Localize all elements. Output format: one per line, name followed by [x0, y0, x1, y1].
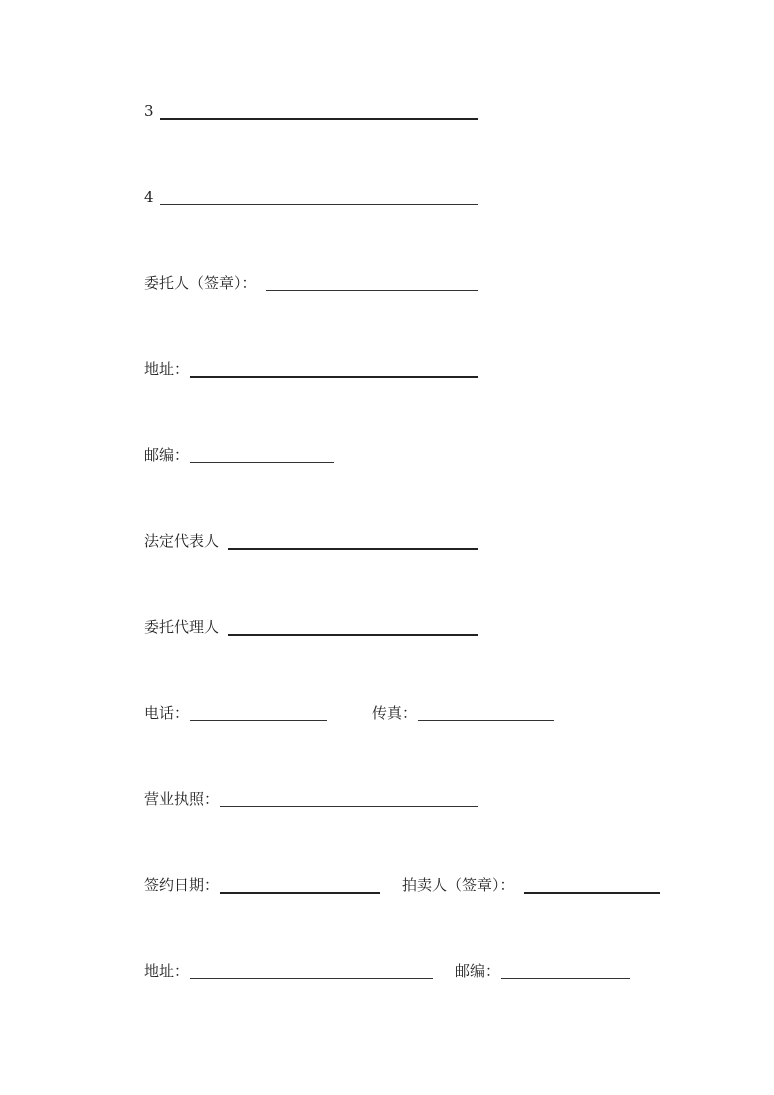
- row-address-1: [0, 359, 774, 379]
- license-field[interactable]: [220, 806, 478, 807]
- postcode-field[interactable]: [190, 462, 334, 463]
- item-4-label: 4: [144, 188, 154, 206]
- address-field[interactable]: [190, 376, 478, 378]
- row-date-auctioneer: [0, 875, 774, 895]
- license-label: 营业执照：: [144, 790, 220, 808]
- fax-field[interactable]: [418, 720, 554, 721]
- address-label: 地址：: [144, 360, 190, 378]
- row-license: [0, 789, 774, 809]
- item-3-field[interactable]: [160, 118, 478, 120]
- consignor-sign-field[interactable]: [266, 290, 478, 291]
- sign-date-label: 签约日期：: [144, 876, 220, 894]
- phone-label: 电话：: [144, 704, 190, 722]
- row-item-3: [0, 101, 774, 121]
- agent-label: 委托代理人: [144, 618, 220, 636]
- fax-label: 传真：: [372, 704, 418, 722]
- row-agent: [0, 617, 774, 637]
- phone-field[interactable]: [190, 720, 327, 721]
- postcode-2-field[interactable]: [501, 978, 630, 979]
- agent-field[interactable]: [228, 634, 478, 636]
- item-3-label: 3: [144, 102, 154, 120]
- legal-rep-field[interactable]: [228, 548, 478, 550]
- auctioneer-sign-label: 拍卖人（签章）：: [402, 876, 515, 894]
- row-legal-rep: [0, 531, 774, 551]
- row-postcode-1: [0, 445, 774, 465]
- legal-rep-label: 法定代表人: [144, 532, 220, 550]
- postcode-2-label: 邮编：: [455, 962, 501, 980]
- row-item-4: [0, 187, 774, 207]
- sign-date-field[interactable]: [220, 892, 380, 894]
- row-address-postcode-2: [0, 961, 774, 981]
- address-2-field[interactable]: [190, 978, 433, 979]
- auctioneer-sign-field[interactable]: [524, 892, 660, 894]
- row-phone-fax: [0, 703, 774, 723]
- item-4-field[interactable]: [160, 204, 478, 205]
- address-2-label: 地址：: [144, 962, 190, 980]
- consignor-sign-label: 委托人（签章）：: [144, 274, 257, 292]
- row-consignor: [0, 273, 774, 293]
- postcode-label: 邮编：: [144, 446, 190, 464]
